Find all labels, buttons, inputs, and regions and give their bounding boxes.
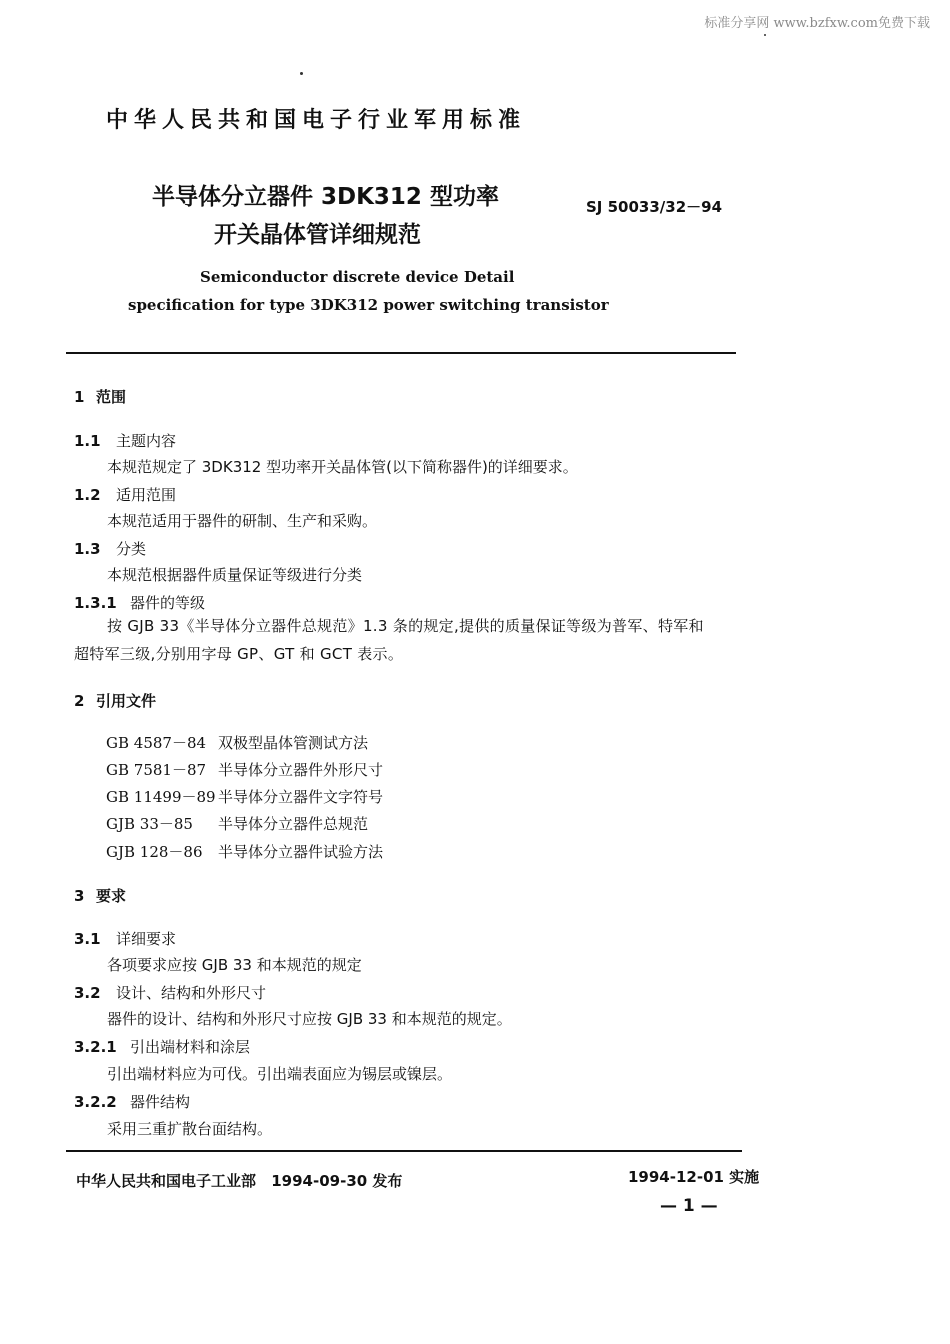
section-title: 器件结构 [130, 1093, 191, 1111]
section-title: 引用文件 [96, 692, 157, 710]
scan-speck [300, 72, 303, 75]
issuer: 中华人民共和国电子工业部 [76, 1172, 257, 1190]
reference-code: GB 11499－89 [106, 788, 216, 806]
section-number: 1.1 [74, 432, 101, 450]
section-number: 1 [74, 388, 85, 406]
reference-code: GJB 128－86 [106, 843, 203, 861]
reference-item [106, 786, 383, 807]
section-title: 详细要求 [116, 930, 177, 948]
reference-item [106, 841, 383, 862]
section-title: 引出端材料和涂层 [130, 1038, 251, 1056]
title-en-line2: specification for type 3DK312 power switching transistor [128, 296, 609, 314]
section-1-1-body: 本规范规定了 3DK312 型功率开关晶体管(以下简称器件)的详细要求。 [107, 458, 578, 476]
section-1-3-heading [74, 538, 146, 559]
section-1-1-heading [74, 430, 176, 451]
section-title: 主题内容 [116, 432, 177, 450]
section-number: 3.1 [74, 930, 101, 948]
scan-speck [764, 34, 766, 36]
section-3-heading [74, 885, 126, 906]
page-number: — 1 — [660, 1196, 718, 1216]
section-3-2-1-heading [74, 1036, 250, 1057]
reference-code: GB 4587－84 [106, 734, 207, 752]
section-3-2-1-body: 引出端材料应为可伐。引出端表面应为锡层或镍层。 [107, 1065, 453, 1083]
reference-code: GJB 33－85 [106, 815, 193, 833]
section-1-heading [74, 386, 126, 407]
title-cn-line1: 半导体分立器件 3DK312 型功率 [152, 184, 499, 210]
footer-divider [66, 1150, 742, 1152]
reference-item [106, 759, 383, 780]
effective-date: 1994-12-01 实施 [628, 1168, 760, 1186]
issue-date: 1994-09-30 发布 [271, 1172, 403, 1190]
reference-title: 双极型晶体管测试方法 [218, 734, 369, 752]
header-divider [66, 352, 736, 354]
section-title: 范围 [96, 388, 127, 406]
title-cn-line2: 开关晶体管详细规范 [214, 222, 421, 248]
section-title: 适用范围 [116, 486, 177, 504]
section-number: 3.2 [74, 984, 101, 1002]
section-title: 设计、结构和外形尺寸 [116, 984, 267, 1002]
section-number: 1.2 [74, 486, 101, 504]
section-number: 1.3.1 [74, 594, 117, 612]
section-number: 3.2.2 [74, 1093, 117, 1111]
title-en-line1: Semiconductor discrete device Detail [200, 268, 515, 286]
standard-code: SJ 50033/32－94 [586, 198, 723, 216]
reference-item [106, 732, 368, 753]
section-3-2-body: 器件的设计、结构和外形尺寸应按 GJB 33 和本规范的规定。 [107, 1010, 512, 1028]
section-title: 器件的等级 [130, 594, 206, 612]
section-3-2-2-heading [74, 1091, 190, 1112]
section-number: 3.2.1 [74, 1038, 117, 1056]
section-title: 要求 [96, 887, 127, 905]
watermark: 标准分享网 www.bzfxw.com免费下载 [704, 16, 930, 31]
footer-issuer-line [76, 1170, 402, 1191]
reference-title: 半导体分立器件外形尺寸 [218, 761, 384, 779]
section-1-3-body: 本规范根据器件质量保证等级进行分类 [107, 566, 363, 584]
section-number: 1.3 [74, 540, 101, 558]
reference-title: 半导体分立器件总规范 [218, 815, 369, 833]
section-1-2-body: 本规范适用于器件的研制、生产和采购。 [107, 512, 378, 530]
section-3-2-heading [74, 982, 266, 1003]
reference-title: 半导体分立器件试验方法 [218, 843, 384, 861]
reference-title: 半导体分立器件文字符号 [218, 788, 384, 806]
section-number: 3 [74, 887, 85, 905]
reference-code: GB 7581－87 [106, 761, 207, 779]
section-3-2-2-body: 采用三重扩散台面结构。 [107, 1120, 273, 1138]
section-number: 2 [74, 692, 85, 710]
section-1-3-1-body: 按 GJB 33《半导体分立器件总规范》1.3 条的规定,提供的质量保证等级为普军、特军和超特军三级,分别用字母 GP、GT 和 GCT 表示。 [74, 617, 704, 663]
section-3-1-heading [74, 928, 176, 949]
standard-name: 中华人民共和国电子行业军用标准 [106, 108, 527, 133]
section-1-3-1-heading [74, 592, 205, 613]
section-1-2-heading [74, 484, 176, 505]
reference-item [106, 813, 368, 834]
section-2-heading [74, 690, 156, 711]
section-title: 分类 [116, 540, 147, 558]
section-3-1-body: 各项要求应按 GJB 33 和本规范的规定 [107, 956, 362, 974]
